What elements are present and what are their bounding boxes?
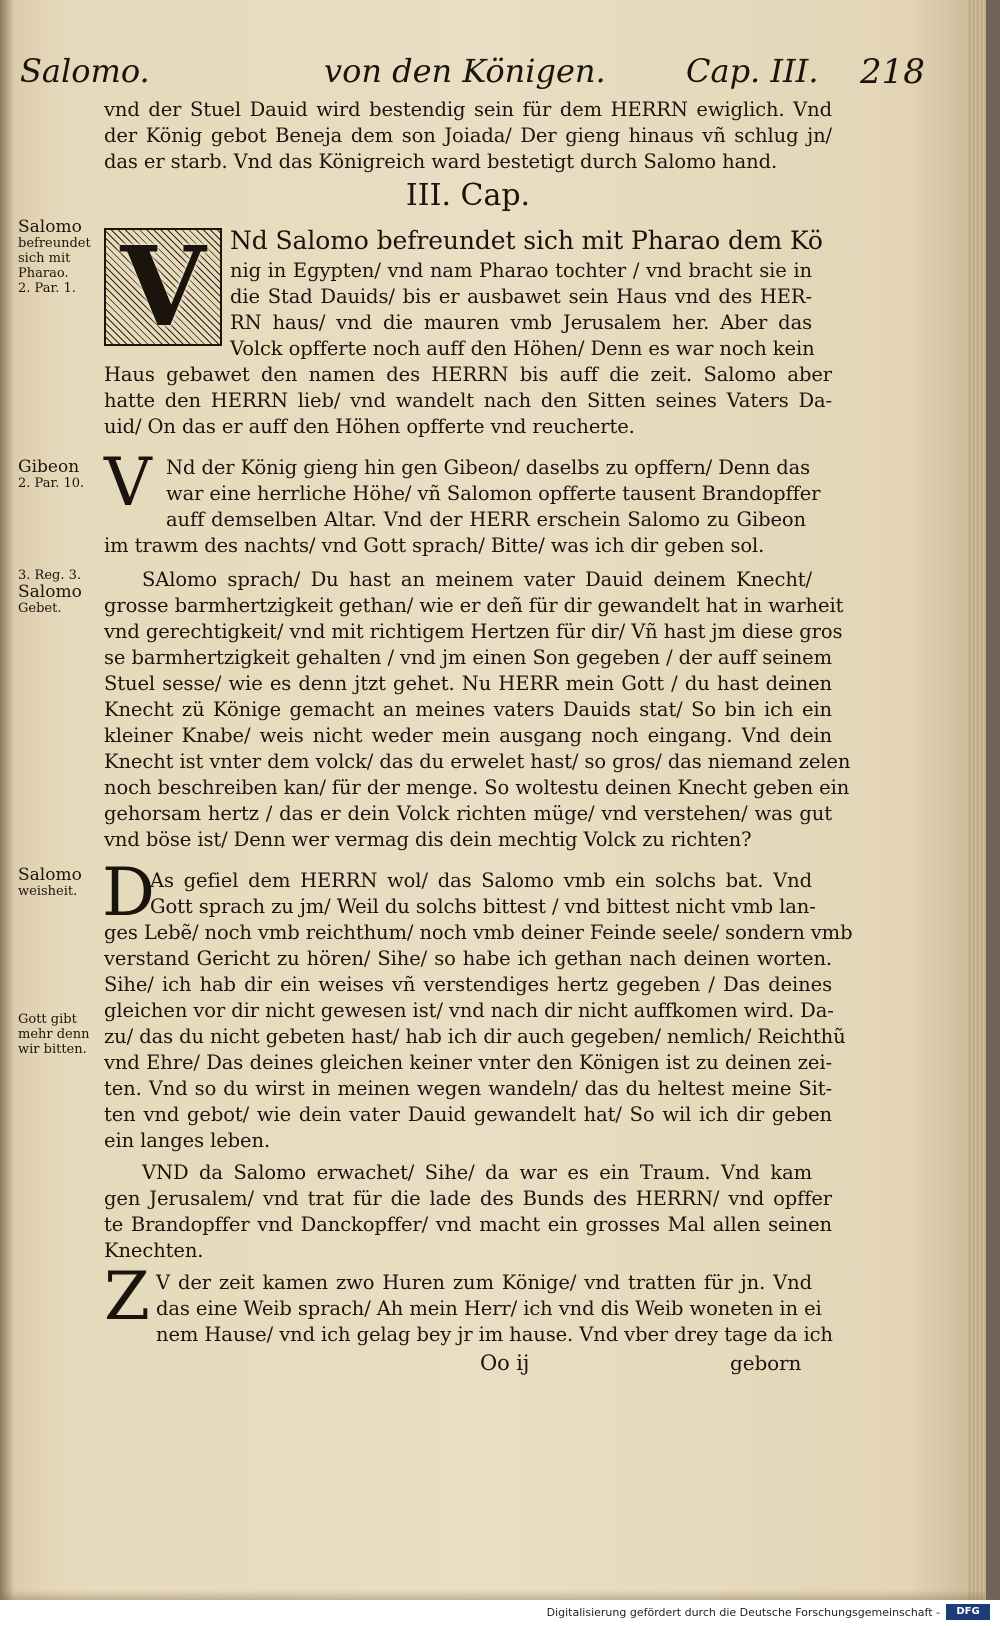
text-line: war eine herrliche Höhe/ vñ Salomon opfferte tausent Brandopffer — [166, 482, 821, 505]
text-line: das er starb. Vnd das Königreich ward bestetigt durch Salomo hand. — [104, 150, 778, 173]
margin-note-line: befreundet — [18, 236, 91, 251]
text-line: nig in Egypten/ vnd nam Pharao tochter / vnd bracht sie in — [230, 259, 812, 282]
binding-shadow — [0, 0, 14, 1600]
margin-note-weisheit — [18, 866, 102, 899]
text-line: gehorsam hertz / das er dein Volck richten müge/ vnd verstehen/ was gut — [104, 802, 832, 825]
text-line: noch beschreiben kan/ für der menge. So woltestu deinen Knecht geben ein — [104, 776, 850, 799]
text-line: vnd Ehre/ Das deines gleichen keiner vnter den Königen ist zu deinen zei- — [104, 1051, 832, 1074]
text-line: Haus gebawet den namen des HERRN bis auff die zeit. Salomo aber — [104, 363, 832, 386]
margin-note-gebet — [18, 568, 102, 616]
margin-note-line: Gibeon — [18, 457, 80, 477]
text-line-large: Nd Salomo befreundet sich mit Pharao dem Kö — [230, 226, 823, 255]
drop-initial-d: D — [102, 854, 155, 931]
text-line: ges Lebẽ/ noch vmb reichthum/ noch vmb deiner Feinde seele/ sondern vmb — [104, 921, 853, 944]
text-line: Gott sprach zu jm/ Weil du solchs bittest / vnd bittest nicht vmb lan- — [150, 895, 816, 918]
text-line: se barmhertzigkeit gehalten / vnd jm einen Son gegeben / der auff seinem — [104, 646, 832, 669]
text-line: Knechten. — [104, 1239, 204, 1262]
margin-note-line: Salomo — [18, 217, 82, 237]
margin-note-line: 3. Reg. 3. — [18, 568, 82, 583]
text-line: der König gebot Beneja dem son Joiada/ Der gieng hinaus vñ schlug jn/ — [104, 124, 832, 147]
initial-letter-v: V — [120, 222, 206, 351]
margin-note-gott-gibt — [18, 1012, 102, 1057]
margin-note-line: weisheit. — [18, 884, 78, 899]
margin-note-line: Salomo — [18, 582, 82, 602]
text-line: Volck opfferte noch auff den Höhen/ Denn es war noch kein — [230, 337, 815, 360]
chapter-heading: III. Cap. — [405, 178, 531, 213]
signature-mark: Oo ij — [480, 1351, 530, 1375]
margin-note-line: Pharao. — [18, 266, 69, 281]
text-line: RN haus/ vnd die mauren vmb Jerusalem her. Aber das — [230, 311, 812, 334]
text-line: ten vnd gebot/ wie dein vater Dauid gewandelt hat/ So wil ich dir geben — [104, 1103, 832, 1126]
text-line: VND da Salomo erwachet/ Sihe/ da war es ein Traum. Vnd kam — [142, 1161, 812, 1184]
text-line: uid/ On das er auff den Höhen opfferte vnd reucherte. — [104, 415, 635, 438]
text-line: Sihe/ ich hab dir ein weises vñ verstendiges hertz gegeben / Das deines — [104, 973, 832, 996]
drop-initial-v: V — [104, 444, 152, 521]
text-line: kleiner Knabe/ weis nicht weder mein ausgang noch eingang. Vnd dein — [104, 724, 832, 747]
text-line: SAlomo sprach/ Du hast an meinem vater Dauid deinem Knecht/ — [142, 568, 812, 591]
text-line: zu/ das du nicht gebeten hast/ hab ich dir auch gegeben/ nemlich/ Reichthũ — [104, 1025, 846, 1048]
text-line: das eine Weib sprach/ Ah mein Herr/ ich vnd dis Weib woneten in ei — [156, 1297, 822, 1320]
drop-initial-z: Z — [104, 1258, 150, 1335]
margin-note-line: wir bitten. — [18, 1042, 87, 1057]
text-line: vnd böse ist/ Denn wer vermag dis dein mechtig Volck zu richten? — [104, 828, 752, 851]
text-line: V der zeit kamen zwo Huren zum Könige/ vnd tratten für jn. Vnd — [156, 1271, 812, 1294]
text-line: Nd der König gieng hin gen Gibeon/ daselbs zu opffern/ Denn das — [166, 456, 811, 479]
text-line: grosse barmhertzigkeit gethan/ wie er deñ für dir gewandelt hat in warheit — [104, 594, 844, 617]
catchword: geborn — [730, 1351, 802, 1375]
margin-note-gibeon — [18, 458, 102, 491]
text-line: ten. Vnd so du wirst in meinen wegen wandeln/ das du heltest meine Sit- — [104, 1077, 832, 1100]
funding-notice: Digitalisierung gefördert durch die Deutsche Forschungsgemeinschaft - — [546, 1606, 940, 1619]
margin-note-line: sich mit — [18, 251, 71, 266]
dfg-logo: DFG — [946, 1604, 990, 1620]
text-line: Stuel sesse/ wie es denn jtzt gehet. Nu HERR mein Gott / du hast deinen — [104, 672, 832, 695]
margin-note-line: 2. Par. 1. — [18, 281, 76, 296]
text-line: vnd gerechtigkeit/ vnd mit richtigem Hertzen für dir/ Vñ hast jm diese gros — [104, 620, 843, 643]
text-line: As gefiel dem HERRN wol/ das Salomo vmb ein solchs bat. Vnd — [150, 869, 812, 892]
text-line: verstand Gericht zu hören/ Sihe/ so habe ich gethan nach deinen worten. — [104, 947, 832, 970]
page-edge — [968, 0, 986, 1600]
text-line: vnd der Stuel Dauid wird bestendig sein für dem HERRN ewiglich. Vnd — [104, 98, 832, 121]
margin-note-line: Gebet. — [18, 601, 62, 616]
text-line: nem Hause/ vnd ich gelag bey jr im hause. Vnd vber drey tage da ich — [156, 1323, 833, 1346]
text-line: im trawm des nachts/ vnd Gott sprach/ Bitte/ was ich dir geben sol. — [104, 534, 765, 557]
running-head-chapter: Cap. III. — [686, 52, 819, 90]
margin-note-befreundet — [18, 218, 102, 296]
text-line: die Stad Dauids/ bis er ausbawet sein Haus vnd des HER- — [230, 285, 812, 308]
margin-note-line: Gott gibt — [18, 1012, 77, 1027]
text-line: hatte den HERRN lieb/ vnd wandelt nach den Sitten seines Vaters Da- — [104, 389, 832, 412]
ornamental-initial — [104, 222, 222, 351]
text-line: auff demselben Altar. Vnd der HERR erschein Salomo zu Gibeon — [166, 508, 806, 531]
text-line: te Brandopffer vnd Danckopffer/ vnd macht ein grosses Mal allen seinen — [104, 1213, 832, 1236]
margin-note-line: mehr denn — [18, 1027, 90, 1042]
margin-note-line: Salomo — [18, 865, 82, 885]
text-line: gen Jerusalem/ vnd trat für die lade des Bunds des HERRN/ vnd opffer — [104, 1187, 832, 1210]
text-line: Knecht zü Könige gemacht an meines vaters Dauids stat/ So bin ich ein — [104, 698, 832, 721]
text-line: gleichen vor dir nicht gewesen ist/ vnd nach dir nicht auffkomen wird. Da- — [104, 999, 834, 1022]
margin-note-line: 2. Par. 10. — [18, 476, 85, 491]
running-head-left: Salomo. — [20, 52, 150, 90]
bottom-shade — [0, 1590, 985, 1600]
text-line: Knecht ist vnter dem volck/ das du erwelet hast/ so gros/ das niemand zelen — [104, 750, 851, 773]
text-line: ein langes leben. — [104, 1129, 271, 1152]
running-head-center: von den Königen. — [324, 52, 606, 90]
page-number: 218 — [860, 52, 925, 92]
